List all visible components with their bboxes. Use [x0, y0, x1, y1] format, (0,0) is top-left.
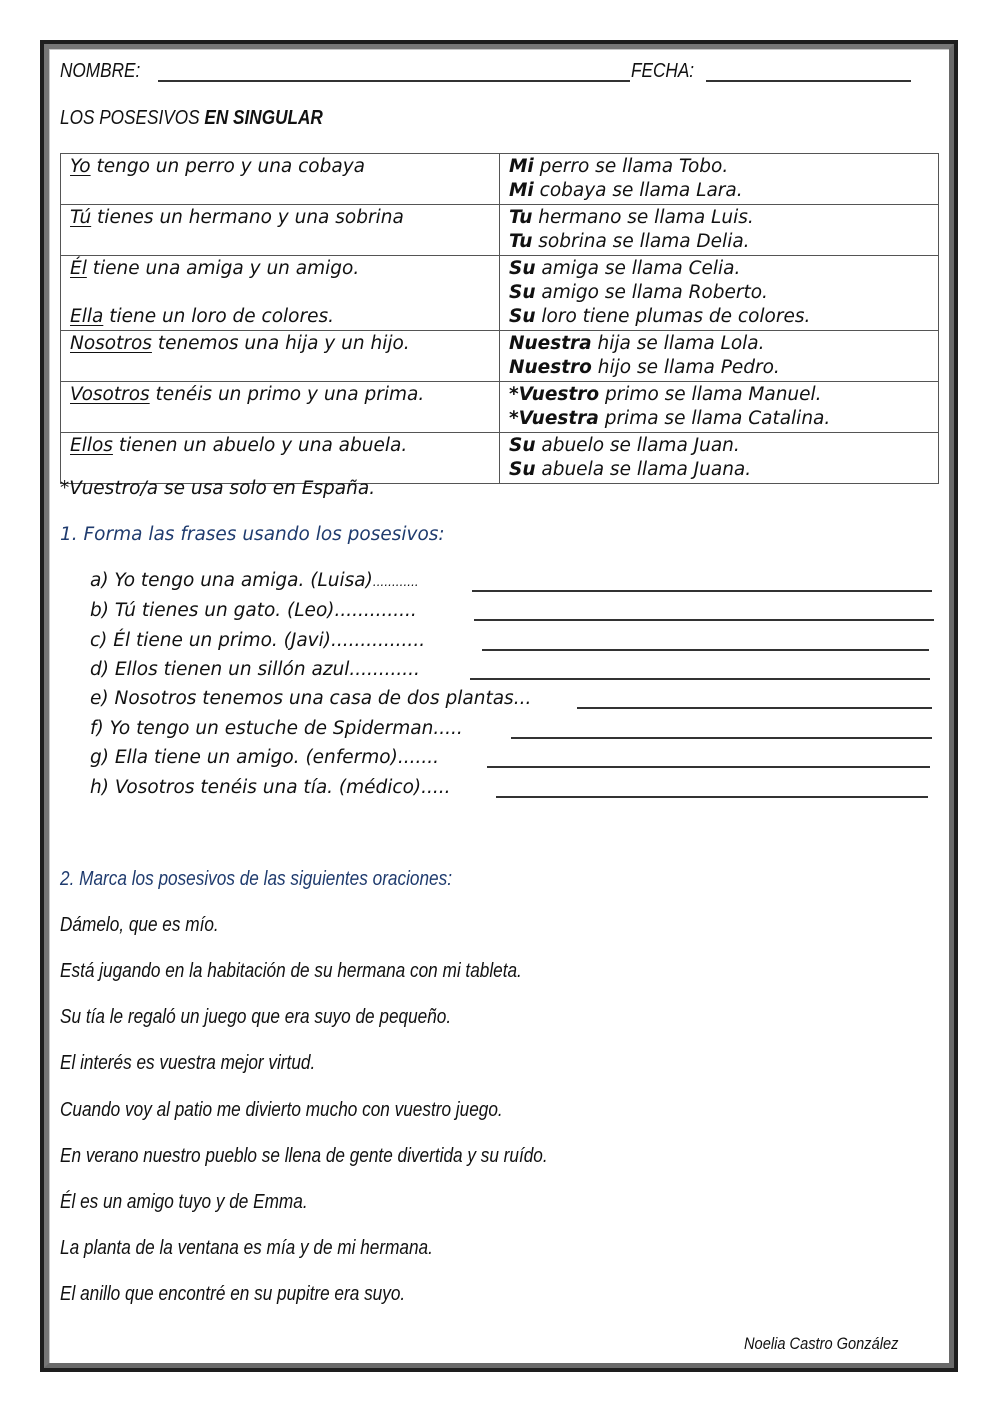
- exercise2-sentence[interactable]: Cuando voy al patio me divierto mucho con vuestro juego.: [60, 1099, 503, 1121]
- item-dots: ............: [372, 575, 419, 589]
- possessive-word: *Vuestra: [509, 408, 599, 429]
- answer-line-d[interactable]: [470, 678, 930, 680]
- possessive-sentence: hija se llama Lola.: [591, 333, 765, 354]
- exercise1-item-d: [90, 659, 420, 680]
- table-row: [61, 433, 939, 484]
- possessive-cell: [500, 433, 939, 484]
- possessive-sentence: perro se llama Tobo.: [533, 156, 729, 177]
- nombre-field[interactable]: [158, 80, 630, 82]
- possessive-word: Su: [509, 282, 536, 303]
- possessive-word: Su: [509, 435, 536, 456]
- exercise1-item-e: [90, 688, 531, 709]
- exercise2-title: 2. Marca los posesivos de las siguientes oraciones:: [60, 868, 452, 890]
- table-row: [61, 331, 939, 382]
- page-title: [60, 107, 323, 130]
- title-prefix: LOS POSESIVOS: [60, 107, 205, 129]
- answer-line-h[interactable]: [496, 796, 928, 798]
- possessive-cell: [500, 205, 939, 256]
- exercise2-sentence[interactable]: El anillo que encontré en su pupitre era suyo.: [60, 1283, 406, 1305]
- possessive-sentence: abuelo se llama Juan.: [535, 435, 740, 456]
- possessive-word: Tu: [509, 207, 533, 228]
- subject-cell: [61, 382, 500, 433]
- nombre-label: NOMBRE:: [60, 60, 141, 82]
- possessive-word: Su: [509, 459, 536, 480]
- possessive-cell: [500, 382, 939, 433]
- subject-sentence: tengo un perro y una cobaya: [90, 156, 365, 177]
- answer-line-a[interactable]: [472, 590, 932, 592]
- subject-sentence: tiene un loro de colores.: [103, 306, 335, 327]
- possessive-sentence: cobaya se llama Lara.: [533, 180, 743, 201]
- answer-line-g[interactable]: [487, 766, 930, 768]
- item-prompt: d) Ellos tienen un sillón azul: [90, 659, 350, 680]
- subject-sentence: tenemos una hija y un hijo.: [151, 333, 410, 354]
- table-row: [61, 256, 939, 331]
- subject-pronoun: Tú: [70, 207, 92, 228]
- subject-cell: [61, 154, 500, 205]
- subject-cell: [61, 433, 500, 484]
- possessive-sentence: loro tiene plumas de colores.: [535, 306, 811, 327]
- subject-sentence: tienes un hermano y una sobrina: [91, 207, 404, 228]
- subject-pronoun: Yo: [70, 156, 91, 177]
- table-row: [61, 154, 939, 205]
- title-bold: EN SINGULAR: [204, 107, 323, 129]
- answer-line-b[interactable]: [474, 619, 934, 621]
- possessive-sentence: hijo se llama Pedro.: [591, 357, 780, 378]
- possessive-word: *Vuestro: [509, 384, 600, 405]
- subject-sentence: tiene una amiga y un amigo.: [86, 258, 360, 279]
- answer-line-f[interactable]: [511, 737, 932, 739]
- exercise1-item-h: [90, 777, 451, 798]
- answer-line-e[interactable]: [577, 707, 932, 709]
- exercise1-item-a: [90, 570, 419, 591]
- subject-cell: [61, 331, 500, 382]
- possessive-word: Nuestro: [509, 357, 592, 378]
- table-footnote: *Vuestro/a se usa solo en España.: [60, 478, 376, 499]
- possessive-word: Mi: [509, 156, 534, 177]
- possessive-word: Su: [509, 258, 536, 279]
- fecha-label: FECHA:: [631, 60, 695, 82]
- item-dots: ...: [513, 688, 532, 709]
- exercise2-sentence[interactable]: Él es un amigo tuyo y de Emma.: [60, 1191, 308, 1213]
- possessive-sentence: abuela se llama Juana.: [535, 459, 752, 480]
- exercise2-sentence[interactable]: Dámelo, que es mío.: [60, 914, 219, 936]
- possessive-word: Tu: [509, 231, 533, 252]
- possessive-word: Su: [509, 306, 536, 327]
- subject-sentence: tienen un abuelo y una abuela.: [112, 435, 408, 456]
- exercise1-item-b: [90, 600, 417, 621]
- possessive-sentence: prima se llama Catalina.: [598, 408, 831, 429]
- exercise2-sentence[interactable]: Su tía le regaló un juego que era suyo de pequeño.: [60, 1006, 452, 1028]
- subject-pronoun: Nosotros: [70, 333, 152, 354]
- exercise2-sentence[interactable]: La planta de la ventana es mía y de mi hermana.: [60, 1237, 433, 1259]
- item-prompt: g) Ella tiene un amigo. (enfermo): [90, 747, 398, 768]
- possessive-word: Mi: [509, 180, 534, 201]
- possessive-sentence: sobrina se llama Delia.: [532, 231, 750, 252]
- subject-pronoun: Ellos: [70, 435, 113, 456]
- possessive-sentence: hermano se llama Luis.: [532, 207, 754, 228]
- exercise1-item-g: [90, 747, 439, 768]
- subject-cell: [61, 205, 500, 256]
- exercise2-sentence[interactable]: El interés es vuestra mejor virtud.: [60, 1052, 316, 1074]
- possessive-cell: [500, 331, 939, 382]
- item-dots: ............: [349, 659, 420, 680]
- possessives-table: [60, 153, 939, 484]
- item-prompt: a) Yo tengo una amiga. (Luisa): [90, 570, 373, 591]
- item-prompt: c) Él tiene un primo. (Javi): [90, 630, 331, 651]
- item-dots: .......: [397, 747, 439, 768]
- exercise1-item-f: [90, 718, 463, 739]
- item-prompt: b) Tú tienes un gato. (Leo): [90, 600, 335, 621]
- subject-sentence: tenéis un primo y una prima.: [149, 384, 425, 405]
- subject-pronoun: Ella: [70, 306, 104, 327]
- possessive-sentence: amiga se llama Celia.: [535, 258, 741, 279]
- item-dots: .....: [421, 777, 451, 798]
- exercise2-sentence[interactable]: En verano nuestro pueblo se llena de gente divertida y su ruído.: [60, 1145, 548, 1167]
- item-dots: ................: [330, 630, 426, 651]
- exercise2-sentence[interactable]: Está jugando en la habitación de su hermana con mi tableta.: [60, 960, 522, 982]
- item-prompt: h) Vosotros tenéis una tía. (médico): [90, 777, 422, 798]
- subject-pronoun: Él: [70, 258, 87, 279]
- possessive-cell: [500, 154, 939, 205]
- subject-pronoun: Vosotros: [70, 384, 150, 405]
- answer-line-c[interactable]: [482, 649, 929, 651]
- subject-cell: [61, 256, 500, 331]
- possessive-cell: [500, 256, 939, 331]
- author-credit: Noelia Castro González: [744, 1334, 899, 1353]
- item-prompt: e) Nosotros tenemos una casa de dos plantas: [90, 688, 514, 709]
- exercise1-title: 1. Forma las frases usando los posesivos:: [60, 524, 445, 545]
- item-prompt: f) Yo tengo un estuche de Spiderman: [90, 718, 434, 739]
- possessive-sentence: amigo se llama Roberto.: [535, 282, 768, 303]
- item-dots: .....: [433, 718, 463, 739]
- fecha-field[interactable]: [706, 80, 911, 82]
- item-dots: ..............: [334, 600, 417, 621]
- exercise1-item-c: [90, 630, 425, 651]
- table-row: [61, 382, 939, 433]
- possessive-word: Nuestra: [509, 333, 592, 354]
- possessive-sentence: primo se llama Manuel.: [599, 384, 822, 405]
- table-row: [61, 205, 939, 256]
